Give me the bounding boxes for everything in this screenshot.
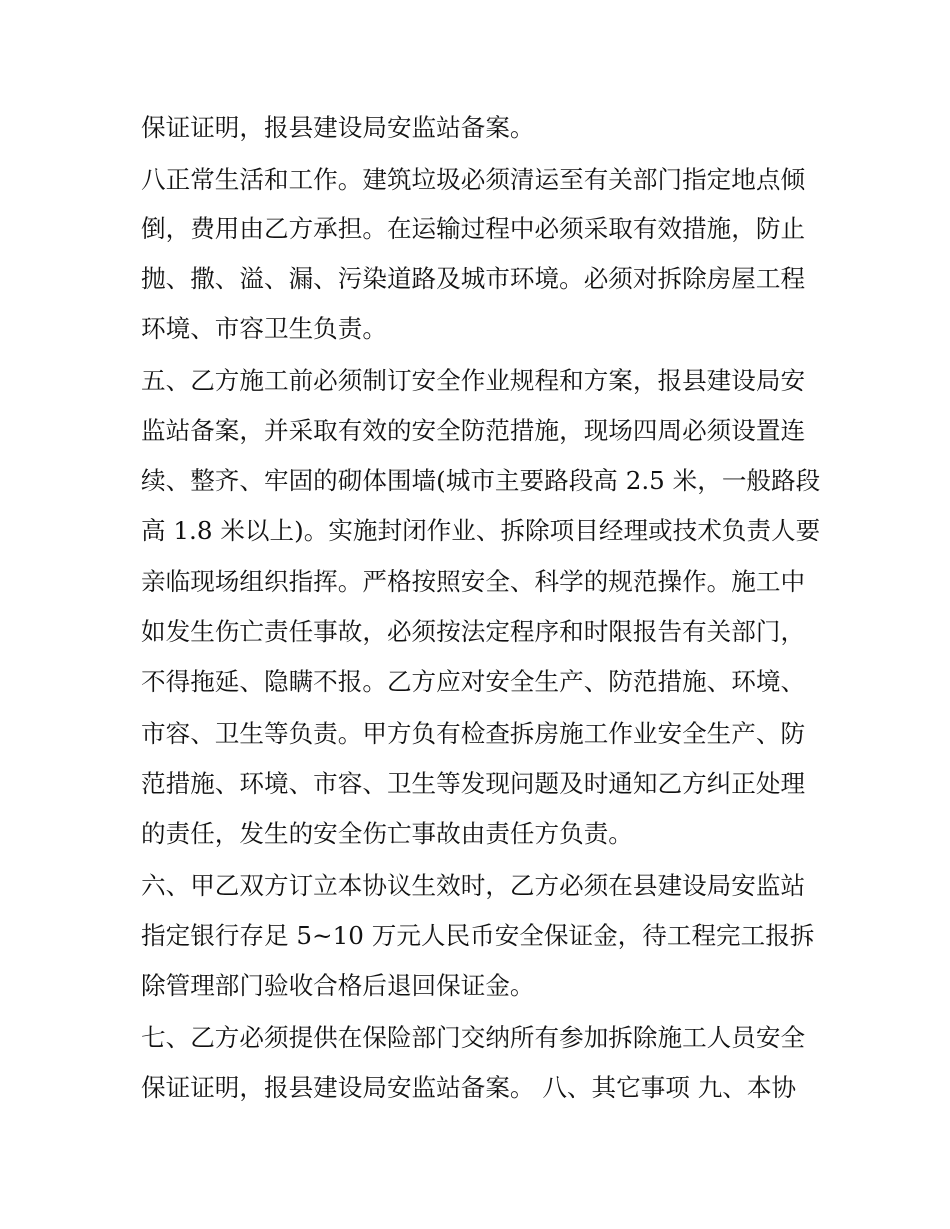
text-line: 如发生伤亡责任事故，必须按法定程序和时限报告有关部门，	[141, 617, 806, 646]
text-line: 不得拖延、隐瞒不报。乙方应对安全生产、防范措施、环境、	[141, 667, 806, 696]
text-line: 监站备案，并采取有效的安全防范措施，现场四周必须设置连	[141, 416, 806, 445]
text-line: 五、乙方施工前必须制订安全作业规程和方案，报县建设局安	[141, 366, 806, 395]
text-line: 七、乙方必须提供在保险部门交纳所有参加拆除施工人员安全	[141, 1023, 806, 1052]
text-line: 倒，费用由乙方承担。在运输过程中必须采取有效措施，防止	[141, 214, 806, 243]
text-line: 除管理部门验收合格后退回保证金。	[141, 971, 535, 1000]
text-line: 市容、卫生等负责。甲方负有检查拆房施工作业安全生产、防	[141, 719, 806, 748]
text-line: 高 1.8 米以上)。实施封闭作业、拆除项目经理或技术负责人要	[141, 516, 821, 545]
text-line: 抛、撒、溢、漏、污染道路及城市环境。必须对拆除房屋工程	[141, 264, 806, 293]
text-line: 六、甲乙双方订立本协议生效时，乙方必须在县建设局安监站	[141, 871, 806, 900]
text-line: 续、整齐、牢固的砌体围墙(城市主要路段高 2.5 米，一般路段	[141, 466, 821, 495]
text-line: 指定银行存足 5~10 万元人民币安全保证金，待工程完工报拆	[141, 921, 815, 950]
text-line: 范措施、环境、市容、卫生等发现问题及时通知乙方纠正处理	[141, 769, 806, 798]
text-line: 八正常生活和工作。建筑垃圾必须清运至有关部门指定地点倾	[141, 165, 806, 194]
text-line: 保证证明，报县建设局安监站备案。	[141, 113, 535, 142]
text-line: 环境、市容卫生负责。	[141, 314, 387, 343]
text-line: 亲临现场组织指挥。严格按照安全、科学的规范操作。施工中	[141, 567, 806, 596]
text-line: 的责任，发生的安全伤亡事故由责任方负责。	[141, 819, 633, 848]
text-line: 保证证明，报县建设局安监站备案。 八、其它事项 九、本协	[141, 1073, 797, 1102]
